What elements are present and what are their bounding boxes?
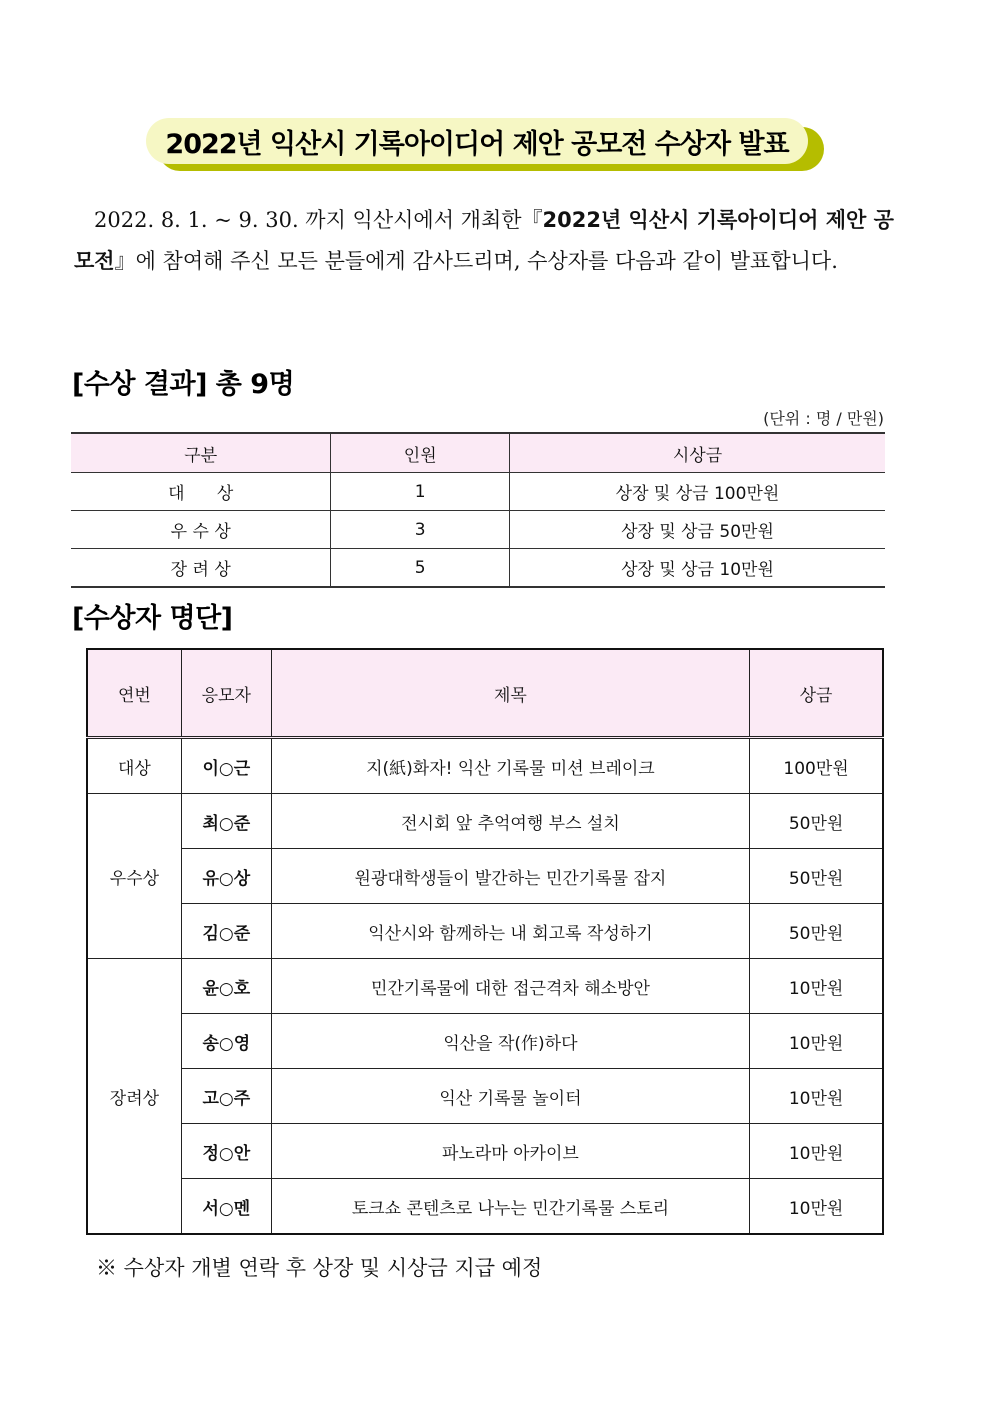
table-row	[87, 1069, 883, 1124]
intro-contest-name: 2022년 익산시 기록아이디어 제안 공모전	[74, 208, 894, 273]
table-row	[87, 904, 883, 959]
winner-name: 서○멘	[181, 1179, 271, 1235]
unit-label: (단위 : 명 / 만원)	[763, 409, 884, 428]
winner-title: 원광대학생들이 발간하는 민간기록물 잡지	[271, 849, 749, 904]
results-header-category: 구분	[71, 433, 331, 473]
winner-name: 이○근	[181, 738, 271, 794]
winner-prize: 10만원	[750, 1124, 883, 1179]
table-row	[87, 849, 883, 904]
winners-header-title: 제목	[271, 649, 749, 738]
winner-title: 지(紙)화자! 익산 기록물 미션 브레이크	[271, 738, 749, 794]
winners-table	[86, 648, 884, 1235]
results-category: 장 려 상	[71, 549, 331, 588]
results-prize: 상장 및 상금 100만원	[509, 473, 885, 511]
results-heading: [수상 결과] 총 9명	[72, 369, 295, 400]
intro-text-1: 2022. 8. 1. ~ 9. 30. 까지 익산시에서 개최한『	[94, 208, 543, 232]
results-table	[71, 432, 885, 588]
winner-name: 유○상	[181, 849, 271, 904]
results-prize: 상장 및 상금 50만원	[509, 511, 885, 549]
winner-name: 최○준	[181, 794, 271, 849]
winner-title: 파노라마 아카이브	[271, 1124, 749, 1179]
footnote: ※ 수상자 개별 연락 후 상장 및 시상금 지급 예정	[96, 1256, 543, 1280]
results-header-count: 인원	[331, 433, 510, 473]
table-row	[71, 511, 885, 549]
winner-name: 고○주	[181, 1069, 271, 1124]
winner-name: 김○준	[181, 904, 271, 959]
winner-title: 익산 기록물 놀이터	[271, 1069, 749, 1124]
winner-title: 익산시와 함께하는 내 회고록 작성하기	[271, 904, 749, 959]
winner-prize: 10만원	[750, 1014, 883, 1069]
award-grand: 대상	[87, 738, 181, 794]
table-row	[87, 794, 883, 849]
results-category: 대 상	[71, 473, 331, 511]
winners-header-applicant: 응모자	[181, 649, 271, 738]
winner-prize: 10만원	[750, 1179, 883, 1235]
results-count: 3	[331, 511, 510, 549]
winner-prize: 50만원	[750, 904, 883, 959]
winner-prize: 10만원	[750, 959, 883, 1014]
winner-name: 윤○호	[181, 959, 271, 1014]
table-row	[71, 549, 885, 588]
winners-header-no: 연번	[87, 649, 181, 738]
intro-text-2: 』에 참여해 주신 모든 분들에게 감사드리며, 수상자를 다음과 같이 발표합니다.	[114, 249, 838, 273]
winner-prize: 10만원	[750, 1069, 883, 1124]
table-row	[87, 959, 883, 1014]
award-excellence: 우수상	[87, 794, 181, 959]
results-header-row	[71, 433, 885, 473]
winner-title: 전시회 앞 추억여행 부스 설치	[271, 794, 749, 849]
title-banner	[146, 118, 826, 174]
table-row	[87, 1014, 883, 1069]
table-row	[87, 738, 883, 794]
winner-name: 정○안	[181, 1124, 271, 1179]
page-title: 2022년 익산시 기록아이디어 제안 공모전 수상자 발표	[146, 118, 808, 164]
winners-heading: [수상자 명단]	[72, 603, 233, 634]
winner-title: 토크쇼 콘텐츠로 나누는 민간기록물 스토리	[271, 1179, 749, 1235]
table-row	[71, 473, 885, 511]
winners-header-row	[87, 649, 883, 738]
results-category: 우 수 상	[71, 511, 331, 549]
table-row	[87, 1179, 883, 1235]
winner-prize: 50만원	[750, 794, 883, 849]
intro-paragraph	[74, 200, 894, 282]
winner-title: 익산을 작(作)하다	[271, 1014, 749, 1069]
results-header-prize: 시상금	[509, 433, 885, 473]
winner-prize: 100만원	[750, 738, 883, 794]
winners-header-prize: 상금	[750, 649, 883, 738]
results-prize: 상장 및 상금 10만원	[509, 549, 885, 588]
table-row	[87, 1124, 883, 1179]
award-encouragement: 장려상	[87, 959, 181, 1235]
winner-title: 민간기록물에 대한 접근격차 해소방안	[271, 959, 749, 1014]
winner-name: 송○영	[181, 1014, 271, 1069]
results-count: 5	[331, 549, 510, 588]
results-count: 1	[331, 473, 510, 511]
winner-prize: 50만원	[750, 849, 883, 904]
